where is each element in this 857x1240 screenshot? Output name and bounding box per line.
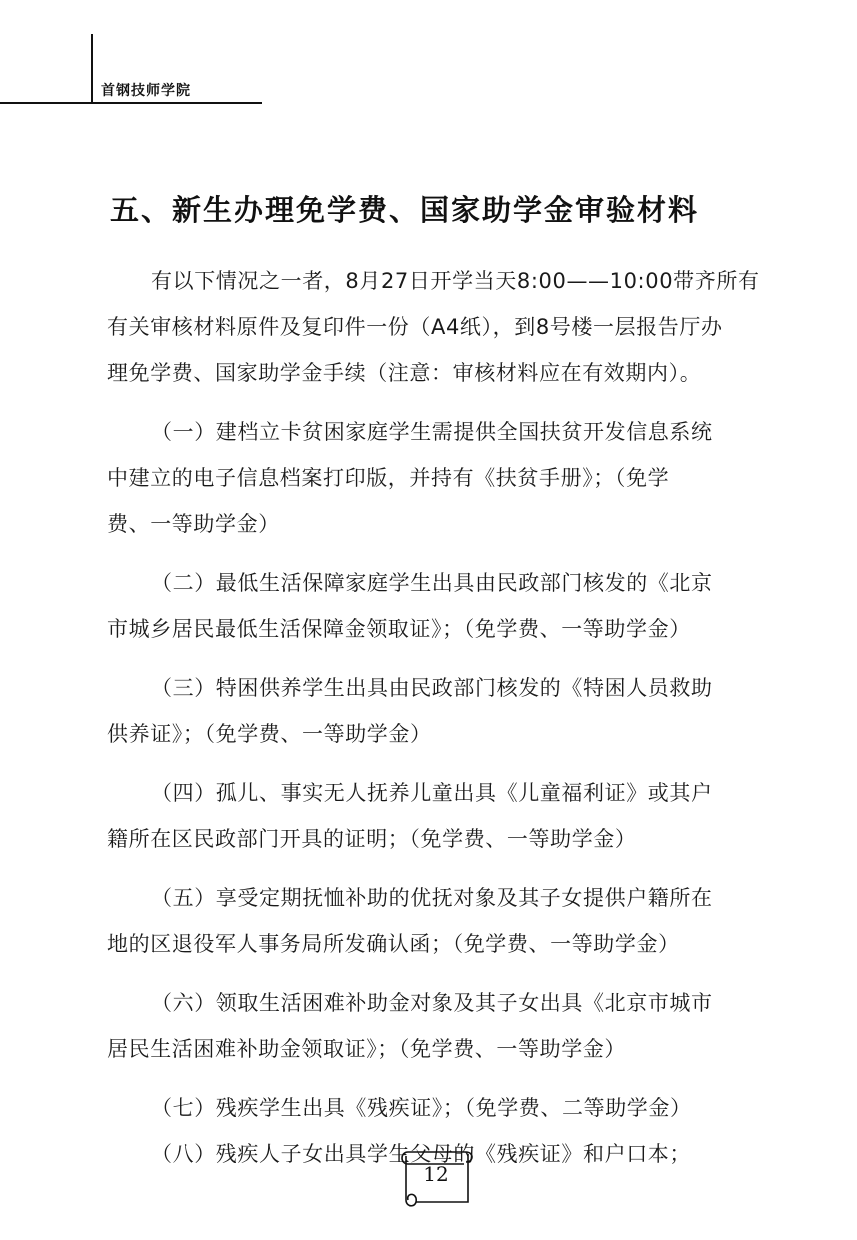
list-item-5 — [107, 875, 757, 967]
header-vertical-rule — [91, 34, 93, 104]
document-body — [107, 258, 760, 1177]
list-item-2 — [107, 560, 757, 652]
paragraph-line: （五）享受定期抚恤补助的优抚对象及其子女提供户籍所在 — [151, 886, 713, 910]
list-item-1 — [107, 409, 757, 547]
paragraph-line: 有关审核材料原件及复印件一份（A4纸），到8号楼一层报告厅办 — [107, 315, 723, 339]
paragraph-line: （二）最低生活保障家庭学生出具由民政部门核发的《北京 — [151, 571, 713, 595]
intro-paragraph — [107, 258, 760, 396]
paragraph-line: （三）特困供养学生出具由民政部门核发的《特困人员救助 — [151, 676, 713, 700]
paragraph-line: 居民生活困难补助金领取证》；（免学费、一等助学金） — [107, 1037, 626, 1061]
paragraph-line: 供养证》；（免学费、一等助学金） — [107, 722, 432, 746]
paragraph-line: 有以下情况之一者，8月27日开学当天8:00——10:00带齐所有 — [151, 269, 760, 293]
list-item-6 — [107, 980, 757, 1072]
running-header: 首钢技师学院 — [101, 83, 191, 99]
paragraph-line: 市城乡居民最低生活保障金领取证》；（免学费、一等助学金） — [107, 617, 691, 641]
paragraph-line: 籍所在区民政部门开具的证明；（免学费、一等助学金） — [107, 827, 637, 851]
list-item-4 — [107, 770, 757, 862]
paragraph-line: （六）领取生活困难补助金对象及其子女出具《北京市城市 — [151, 991, 713, 1015]
page-number-scroll — [396, 1142, 476, 1208]
paragraph-line: 地的区退役军人事务局所发确认函；（免学费、一等助学金） — [107, 932, 680, 956]
paragraph-line: 费、一等助学金） — [107, 512, 280, 536]
page-number: 12 — [423, 1162, 449, 1186]
paragraph-line: （八）残疾人子女出具学生父母的《残疾证》和户口本； — [151, 1142, 691, 1166]
list-item-7 — [107, 1085, 757, 1131]
list-item-3 — [107, 665, 757, 757]
header-horizontal-rule — [0, 102, 262, 104]
paragraph-line: （七）残疾学生出具《残疾证》；（免学费、二等助学金） — [151, 1096, 692, 1120]
paragraph-line: 理免学费、国家助学金手续（注意：审核材料应在有效期内）。 — [107, 361, 702, 385]
paragraph-line: 中建立的电子信息档案打印版，并持有《扶贫手册》；（免学 — [107, 466, 670, 490]
section-title: 五、新生办理免学费、国家助学金审验材料 — [110, 193, 700, 227]
paragraph-line: （四）孤儿、事实无人抚养儿童出具《儿童福利证》或其户 — [151, 781, 713, 805]
paragraph-line: （一）建档立卡贫困家庭学生需提供全国扶贫开发信息系统 — [151, 420, 713, 444]
